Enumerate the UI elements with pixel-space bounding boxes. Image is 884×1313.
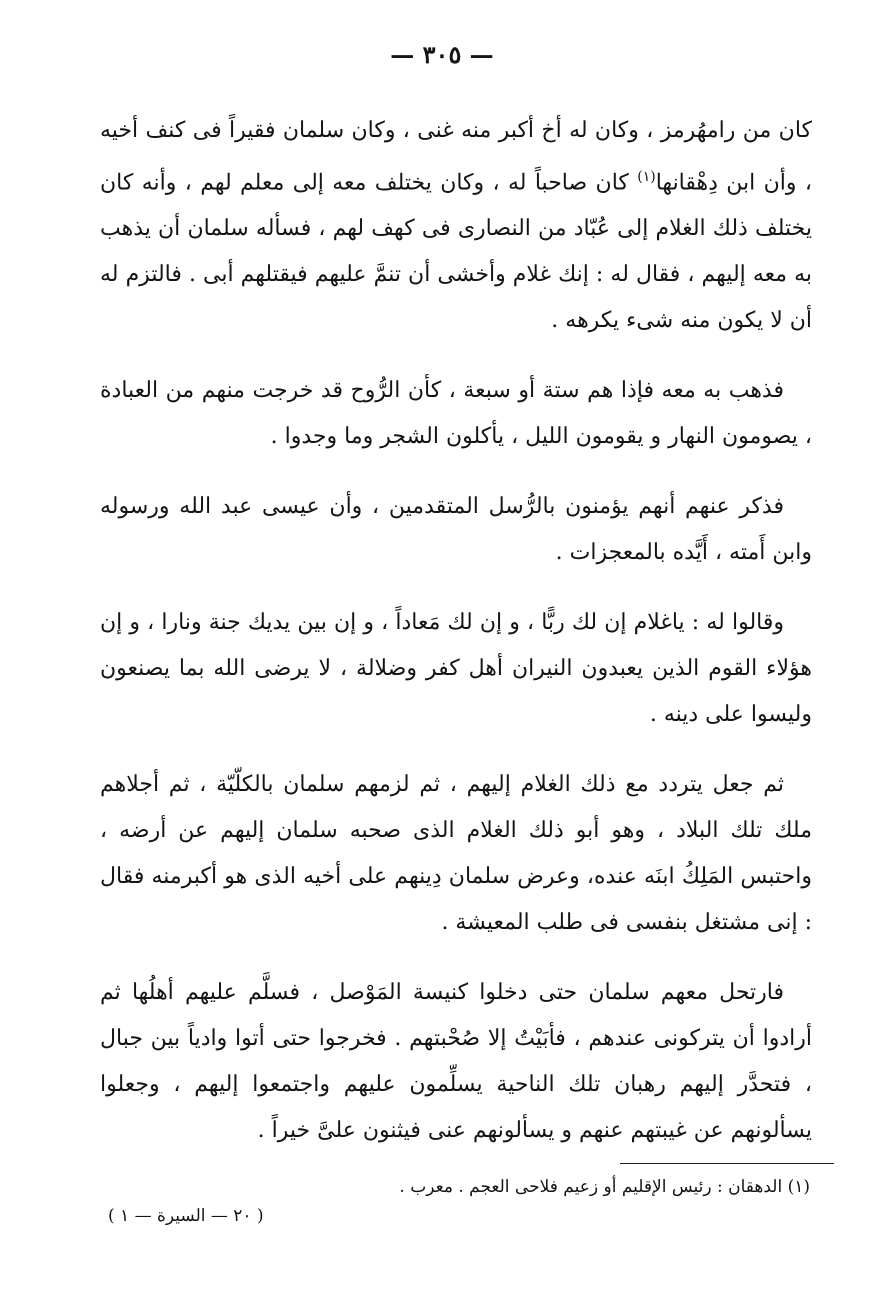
body-text (100, 108, 812, 1178)
paragraph-6: فارتحل معهم سلمان حتى دخلوا كنيسة المَوْصل ، فسلَّم عليهم أهلُها ثم أرادوا أن يتركونى عندهم ، فأبَيْتُ إلا صُحْبتهم . فخرجوا حتى أتوا وادياً بين جبال ، فتحدَّر إليهم رهبان تلك الناحية يسلِّمون عليهم واجتمعوا إليهم ، وجعلوا يسألونهم عن غيبتهم عنهم و يسألونهم عنى فيثنون علىَّ خيراً . (100, 980, 812, 1144)
footnote-divider (620, 1163, 834, 1164)
paragraph-4: وقالوا له : ياغلام إن لك ربًّا ، و إن لك مَعاداً ، و إن بين يديك جنة ونارا ، و إن هؤلاء القوم الذين يعبدون النيران أهل كفر وضلالة ، لا يرضى الله بما يصنعون وليسوا على دينه . (100, 610, 812, 728)
footnote-marker: (١) (637, 169, 656, 185)
footnote: (١) الدهقان : رئيس الإقليم أو زعيم فلاحى العجم . معرب . (399, 1177, 810, 1197)
signature-mark: ( ٢٠ — السيرة — ١ ) (108, 1206, 264, 1226)
paragraph-text: كان من رامهُرمز ، وكان له أخ أكبر منه غنى ، وكان سلمان فقيراً فى كنف أخيه ، وأن ابن دِهْقانها (100, 118, 812, 196)
paragraph-text: كان صاحباً له ، وكان يختلف معه إلى معلم لهم ، وأنه كان يختلف ذلك الغلام إلى عُبّاد من النصارى فى كهف لهم ، فسأله سلمان أن يذهب به معه إليهم ، فقال له : إنك غلام وأخشى أن تنمَّ عليهم فيقتلهم أبى . فالتزم له أن لا يكون منه شىء يكرهه . (100, 170, 812, 334)
paragraph-3: فذكر عنهم أنهم يؤمنون بالرُّسل المتقدمين ، وأن عيسى عبد الله ورسوله وابن أَمته ، أَيَّده بالمعجزات . (100, 494, 812, 566)
paragraph-2: فذهب به معه فإذا هم ستة أو سبعة ، كأن الرُّوح قد خرجت منهم من العبادة ، يصومون النهار و يقومون الليل ، يأكلون الشجر وما وجدوا . (100, 378, 812, 450)
page-number: — ٣٠٥ — (390, 40, 494, 69)
paragraph-5: ثم جعل يتردد مع ذلك الغلام إليهم ، ثم لزمهم سلمان بالكلّيّة ، ثم أجلاهم ملك تلك البلاد ، وهو أبو ذلك الغلام الذى صحبه سلمان إليهم عن أرضه ، واحتبس المَلِكُ ابنَه عنده، وعرض سلمان دِينهم على أخيه الذى هو أكبرمنه فقال : إنى مشتغل بنفسى فى طلب المعيشة . (100, 772, 812, 936)
paragraph-1 (100, 108, 812, 344)
